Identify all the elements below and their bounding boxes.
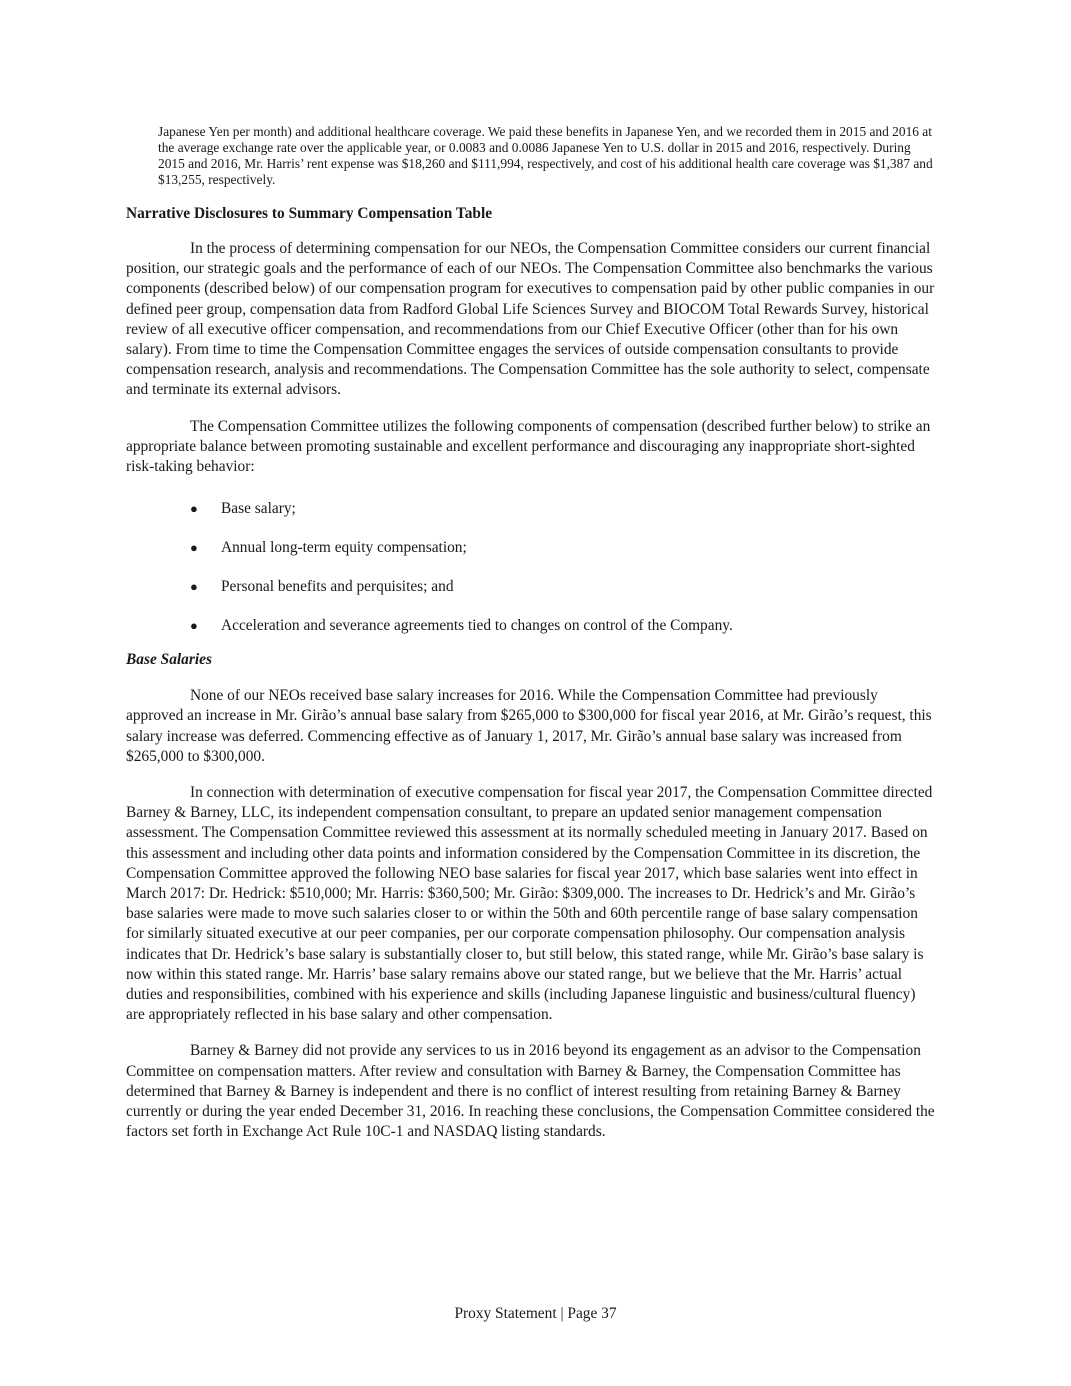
base-salaries-paragraph-2: In connection with determination of executive compensation for fiscal year 2017, the Compensation Committee directed Barney & Barney, LLC, its independent compensation consultant, to prepare an updated senior management compensation assessment. The Compensation Committee reviewed this assessment at its normally scheduled meeting in January 2017. Based on this assessment and including other data points and information considered by the Compensation Committee in its discretion, the Compensation Committee approved the following NEO base salaries for fiscal year 2017, which base salaries went into effect in March 2017: Dr. Hedrick: $510,000; Mr. Harris: $360,500; Mr. Girão: $309,000. The increases to Dr. Hedrick’s and Mr. Girão’s base salaries were made to move such salaries closer to or within the 50th and 60th percentile range of base salary compensation for similarly situated executive at our peer companies, per our corporate compensation philosophy. Our compensation analysis indicates that Dr. Hedrick’s base salary is substantially closer to, but still below, this stated range, while Mr. Girão’s base salary is now within this stated range. Mr. Harris’ base salary remains above our stated range, but we believe that the Mr. Harris’ actual duties and responsibilities, combined with his experience and skills (including Japanese linguistic and business/cultural fluency) are appropriately reflected in his base salary and other compensation. xyxy=(126,784,933,1024)
page-footer: Proxy Statement | Page 37 xyxy=(454,1305,617,1322)
list-item xyxy=(126,499,938,519)
components-paragraph: The Compensation Committee utilizes the following components of compensation (described further below) to strike an appropriate balance between promoting sustainable and excellent performance and discouraging any inappropriate short-sighted risk-taking behavior: xyxy=(126,417,931,476)
list-item-text: Personal benefits and perquisites; and xyxy=(221,578,454,596)
list-item xyxy=(126,538,938,558)
bullet-icon: ● xyxy=(190,618,198,634)
document-page xyxy=(126,124,938,1143)
footnote-continued: Japanese Yen per month) and additional healthcare coverage. We paid these benefits in Japanese Yen, and we recorded them in 2015 and 2016 at the average exchange rate over the applicable year, or 0.0083 and 0.0086 Japanese Yen to U.S. dollar in 2015 and 2016, respectively. During 2015 and 2016, Mr. Harris’ rent expense was $18,260 and $111,994, respectively, and cost of his additional health care coverage was $1,387 and $13,255, respectively. xyxy=(158,124,933,187)
list-item-text: Acceleration and severance agreements tied to changes on control of the Company. xyxy=(221,617,733,635)
list-item-text: Annual long-term equity compensation; xyxy=(221,539,467,557)
bullet-icon: ● xyxy=(190,501,198,517)
base-salaries-paragraph-3: Barney & Barney did not provide any services to us in 2016 beyond its engagement as an advisor to the Compensation Committee on compensation matters. After review and consultation with Barney & Barney, the Compensation Committee has determined that Barney & Barney is independent and there is no conflict of interest resulting from retaining Barney & Barney currently or during the year ended December 31, 2016. In reaching these conclusions, the Compensation Committee considered the factors set forth in Exchange Act Rule 10C-1 and NASDAQ listing standards. xyxy=(126,1042,935,1141)
components-list xyxy=(126,499,938,636)
bullet-icon: ● xyxy=(190,540,198,556)
intro-paragraph: In the process of determining compensation for our NEOs, the Compensation Committee considers our current financial position, our strategic goals and the performance of each of our NEOs. The Compensation Committee also benchmarks the various components (described below) of our compensation program for executives to compensation paid by other public companies in our defined peer group, compensation data from Radford Global Life Sciences Survey and BIOCOM Total Rewards Survey, historical review of all executive officer compensation, and recommendations from our Chief Executive Officer (other than for his own salary). From time to time the Compensation Committee engages the services of outside compensation consultants to provide compensation research, analysis and recommendations. The Compensation Committee has the sole authority to select, compensate and terminate its external advisors. xyxy=(126,240,935,399)
base-salaries-paragraph-1: None of our NEOs received base salary increases for 2016. While the Compensation Committee had previously approved an increase in Mr. Girão’s annual base salary from $265,000 to $300,000 for fiscal year 2016, at Mr. Girão’s request, this salary increase was deferred. Commencing effective as of January 1, 2017, Mr. Girão’s annual base salary was increased from $265,000 to $300,000. xyxy=(126,687,932,765)
section-heading: Narrative Disclosures to Summary Compensation Table xyxy=(126,205,493,222)
bullet-icon: ● xyxy=(190,579,198,595)
list-item-text: Base salary; xyxy=(221,500,296,518)
base-salaries-heading: Base Salaries xyxy=(126,651,212,669)
list-item xyxy=(126,616,938,636)
list-item xyxy=(126,577,938,597)
